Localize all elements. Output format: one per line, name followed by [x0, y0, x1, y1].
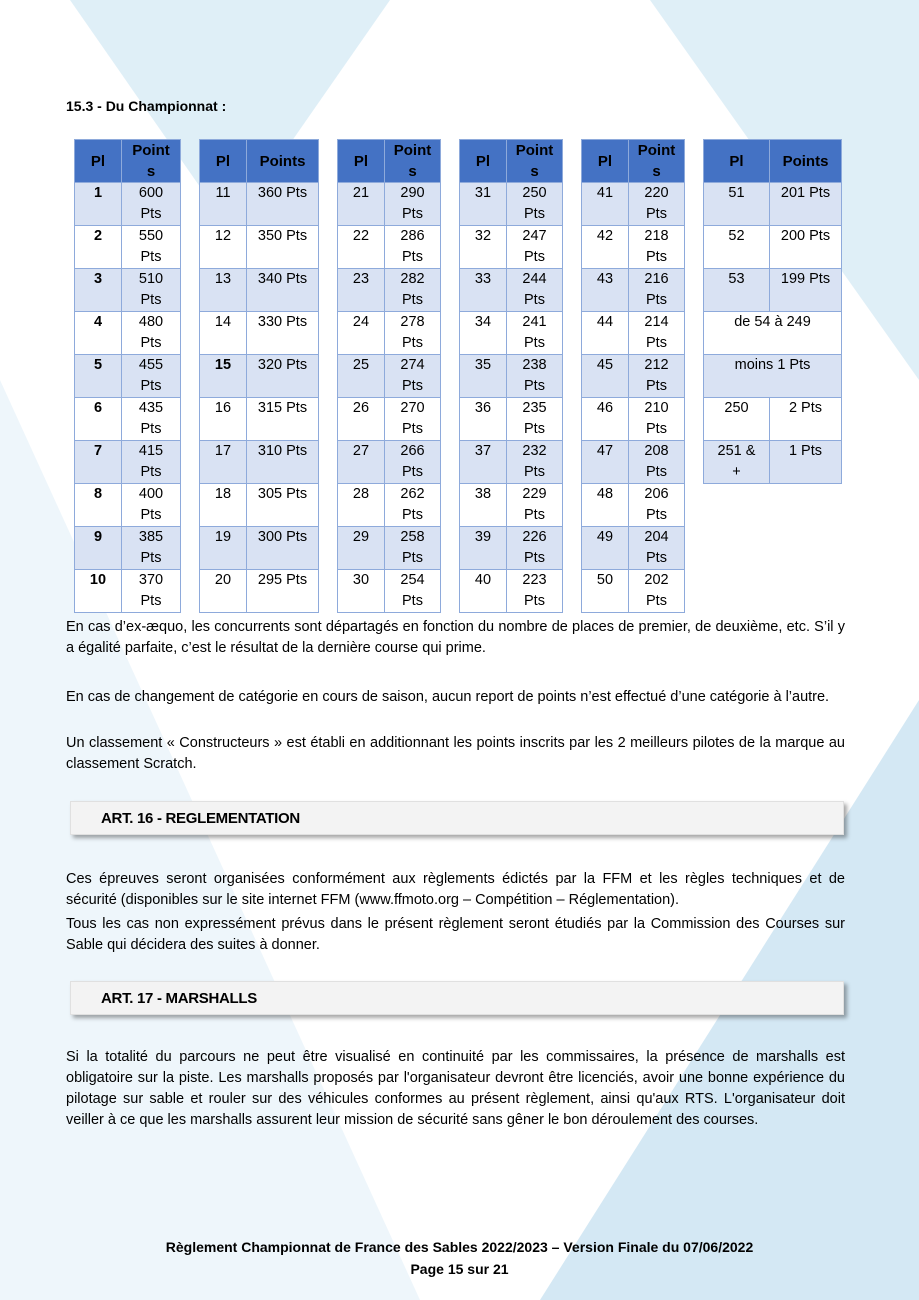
column-gap: [181, 269, 200, 312]
table-row: [75, 269, 842, 312]
table-cell-place: 27: [338, 441, 385, 484]
table-header-row: [75, 140, 842, 183]
paragraph-ex-aequo: En cas d’ex-æquo, les concurrents sont départagés en fonction du nombre de places de premier, de deuxième, etc. S’il y a égalité parfaite, c’est le résultat de la dernière course qui prime.: [66, 619, 845, 656]
table-cell-points: 2 Pts: [770, 398, 842, 441]
table-cell-place: 53: [704, 269, 770, 312]
table-cell-place: 17: [200, 441, 247, 484]
table-cell-place: 11: [200, 183, 247, 226]
table-cell-points: 282 Pts: [385, 269, 441, 312]
table-cell-points: 278 Pts: [385, 312, 441, 355]
table-cell-place: 29: [338, 527, 385, 570]
empty-cell: [704, 527, 842, 570]
table-cell-place: 45: [582, 355, 629, 398]
column-gap: [563, 183, 582, 226]
table-cell-place: 39: [460, 527, 507, 570]
table-cell-points: 201 Pts: [770, 183, 842, 226]
table-cell-points: 385 Pts: [122, 527, 181, 570]
table-cell-points: 220 Pts: [629, 183, 685, 226]
table-cell-place: 30: [338, 570, 385, 613]
column-gap: [319, 269, 338, 312]
column-gap: [319, 312, 338, 355]
table-cell-place: 7: [75, 441, 122, 484]
table-cell-place: 20: [200, 570, 247, 613]
column-gap: [319, 398, 338, 441]
paragraph-changement-categorie: En cas de changement de catégorie en cours de saison, aucun report de points n’est effectué d’une catégorie à l’autre.: [66, 689, 830, 705]
footer-page-number: Page 15 sur 21: [410, 1261, 509, 1277]
column-gap: [319, 527, 338, 570]
table-cell-place: 8: [75, 484, 122, 527]
table-cell-place: 49: [582, 527, 629, 570]
table-cell: de 54 à 249: [704, 312, 842, 355]
column-gap: [319, 484, 338, 527]
header-points: Points: [247, 140, 319, 183]
table-cell-points: 247 Pts: [507, 226, 563, 269]
column-gap: [319, 140, 338, 183]
table-row: [75, 355, 842, 398]
empty-cell: [704, 484, 842, 527]
table-cell-place: 51: [704, 183, 770, 226]
column-gap: [181, 527, 200, 570]
table-cell-points: 244 Pts: [507, 269, 563, 312]
table-cell-points: 270 Pts: [385, 398, 441, 441]
column-gap: [319, 570, 338, 613]
header-points: Point s: [629, 140, 685, 183]
table-cell-place: 33: [460, 269, 507, 312]
column-gap: [563, 398, 582, 441]
header-points: Point s: [507, 140, 563, 183]
column-gap: [441, 484, 460, 527]
column-gap: [685, 269, 704, 312]
column-gap: [181, 312, 200, 355]
column-gap: [685, 226, 704, 269]
table-cell-place: 52: [704, 226, 770, 269]
column-gap: [319, 226, 338, 269]
column-gap: [563, 312, 582, 355]
table-cell-place: 41: [582, 183, 629, 226]
article-17-title: ART. 17 - MARSHALLS: [101, 990, 257, 1007]
table-cell-points: 241 Pts: [507, 312, 563, 355]
table-cell-points: 550 Pts: [122, 226, 181, 269]
table-row: [75, 398, 842, 441]
column-gap: [441, 398, 460, 441]
table-cell-place: 5: [75, 355, 122, 398]
table-cell-points: 208 Pts: [629, 441, 685, 484]
column-gap: [181, 355, 200, 398]
column-gap: [181, 140, 200, 183]
table-cell-place: 9: [75, 527, 122, 570]
column-gap: [181, 398, 200, 441]
table-cell-place: 22: [338, 226, 385, 269]
paragraph-classement-constructeurs: Un classement « Constructeurs » est établi en additionnant les points inscrits par les 2 meilleurs pilotes de la marque au classement Scratch.: [66, 735, 845, 772]
table-cell-points: 274 Pts: [385, 355, 441, 398]
article-17-header: [70, 981, 844, 1015]
table-cell-points: 210 Pts: [629, 398, 685, 441]
table-cell-place: 10: [75, 570, 122, 613]
table-cell-place: 16: [200, 398, 247, 441]
table-cell-place: 24: [338, 312, 385, 355]
table-cell-place: 37: [460, 441, 507, 484]
column-gap: [441, 183, 460, 226]
table-row: [75, 312, 842, 355]
table-cell-points: 330 Pts: [247, 312, 319, 355]
table-row: [75, 570, 842, 613]
table-cell-points: 455 Pts: [122, 355, 181, 398]
table-cell-points: 206 Pts: [629, 484, 685, 527]
paragraph-reglementation: Ces épreuves seront organisées conformément aux règlements édictés par la FFM et les règles techniques et de sécurité (disponibles sur le site internet FFM (www.ffmoto.org – Compétition – Réglementation).: [66, 871, 845, 908]
table-cell-points: 258 Pts: [385, 527, 441, 570]
table-cell-place: 23: [338, 269, 385, 312]
table-cell-place: 36: [460, 398, 507, 441]
header-pl: Pl: [338, 140, 385, 183]
table-cell-place: 34: [460, 312, 507, 355]
table-cell-points: 238 Pts: [507, 355, 563, 398]
column-gap: [441, 570, 460, 613]
column-gap: [685, 398, 704, 441]
table-cell-points: 415 Pts: [122, 441, 181, 484]
column-gap: [319, 355, 338, 398]
column-gap: [441, 269, 460, 312]
table-cell-points: 510 Pts: [122, 269, 181, 312]
table-cell-points: 212 Pts: [629, 355, 685, 398]
article-16-title: ART. 16 - REGLEMENTATION: [101, 810, 300, 827]
column-gap: [685, 140, 704, 183]
column-gap: [685, 183, 704, 226]
column-gap: [441, 140, 460, 183]
section-title: 15.3 - Du Championnat :: [66, 98, 227, 114]
header-pl: Pl: [75, 140, 122, 183]
column-gap: [181, 484, 200, 527]
header-pl: Pl: [704, 140, 770, 183]
table-cell-points: 310 Pts: [247, 441, 319, 484]
table-cell-points: 305 Pts: [247, 484, 319, 527]
column-gap: [563, 269, 582, 312]
table-cell-place: 13: [200, 269, 247, 312]
table-cell-points: 235 Pts: [507, 398, 563, 441]
header-pl: Pl: [582, 140, 629, 183]
table-row: [75, 441, 842, 484]
table-cell-points: 202 Pts: [629, 570, 685, 613]
column-gap: [685, 441, 704, 484]
table-row: [75, 226, 842, 269]
table-cell-place: 40: [460, 570, 507, 613]
column-gap: [181, 570, 200, 613]
header-points: Points: [770, 140, 842, 183]
column-gap: [563, 226, 582, 269]
table-row: [75, 484, 842, 527]
column-gap: [319, 183, 338, 226]
column-gap: [181, 183, 200, 226]
table-row: [75, 527, 842, 570]
column-gap: [563, 441, 582, 484]
article-16-header: [70, 801, 844, 835]
column-gap: [441, 441, 460, 484]
column-gap: [441, 226, 460, 269]
table-cell-points: 290 Pts: [385, 183, 441, 226]
table-cell-points: 226 Pts: [507, 527, 563, 570]
table-cell-place: 1: [75, 183, 122, 226]
header-points: Point s: [385, 140, 441, 183]
table-cell-points: 216 Pts: [629, 269, 685, 312]
table-cell-place: 38: [460, 484, 507, 527]
table-cell-place: 42: [582, 226, 629, 269]
column-gap: [685, 570, 704, 613]
column-gap: [563, 484, 582, 527]
table-cell-points: 254 Pts: [385, 570, 441, 613]
table-cell-place: 50: [582, 570, 629, 613]
header-points: Point s: [122, 140, 181, 183]
table-cell-place: 14: [200, 312, 247, 355]
table-cell-place: 4: [75, 312, 122, 355]
table-cell-place: 12: [200, 226, 247, 269]
table-cell-place: 15: [200, 355, 247, 398]
table-cell-place: 31: [460, 183, 507, 226]
empty-cell: [704, 570, 842, 613]
table-cell-points: 320 Pts: [247, 355, 319, 398]
table-cell-points: 350 Pts: [247, 226, 319, 269]
table-cell-points: 370 Pts: [122, 570, 181, 613]
points-table: [74, 139, 842, 613]
table-cell-place: 2: [75, 226, 122, 269]
table-cell-points: 300 Pts: [247, 527, 319, 570]
column-gap: [441, 355, 460, 398]
footer-title: Règlement Championnat de France des Sables 2022/2023 – Version Finale du 07/06/2022: [165, 1239, 754, 1255]
table-cell-points: 214 Pts: [629, 312, 685, 355]
table-cell-place: 44: [582, 312, 629, 355]
table-cell-points: 360 Pts: [247, 183, 319, 226]
table-cell-points: 199 Pts: [770, 269, 842, 312]
table-cell-points: 266 Pts: [385, 441, 441, 484]
table-cell-place: 35: [460, 355, 507, 398]
table-cell-points: 229 Pts: [507, 484, 563, 527]
table-cell-points: 600 Pts: [122, 183, 181, 226]
column-gap: [685, 484, 704, 527]
header-pl: Pl: [460, 140, 507, 183]
table-cell-points: 250 Pts: [507, 183, 563, 226]
table-cell-points: 480 Pts: [122, 312, 181, 355]
table-cell-points: 262 Pts: [385, 484, 441, 527]
table-cell-place: 47: [582, 441, 629, 484]
table-cell-points: 1 Pts: [770, 441, 842, 484]
column-gap: [441, 527, 460, 570]
table-row: [75, 183, 842, 226]
table-cell-place: 48: [582, 484, 629, 527]
table-cell-place: 26: [338, 398, 385, 441]
table-cell-place: 43: [582, 269, 629, 312]
table-cell-place: 251 & +: [704, 441, 770, 484]
table-cell-place: 6: [75, 398, 122, 441]
column-gap: [685, 527, 704, 570]
column-gap: [441, 312, 460, 355]
table-cell-points: 218 Pts: [629, 226, 685, 269]
table-cell-place: 21: [338, 183, 385, 226]
table-cell-points: 286 Pts: [385, 226, 441, 269]
table-cell-place: 46: [582, 398, 629, 441]
table-cell-points: 435 Pts: [122, 398, 181, 441]
table-cell-points: 315 Pts: [247, 398, 319, 441]
column-gap: [181, 441, 200, 484]
table-cell-points: 295 Pts: [247, 570, 319, 613]
table-cell: moins 1 Pts: [704, 355, 842, 398]
table-cell-points: 200 Pts: [770, 226, 842, 269]
table-cell-place: 25: [338, 355, 385, 398]
column-gap: [563, 527, 582, 570]
table-cell-place: 28: [338, 484, 385, 527]
table-cell-place: 32: [460, 226, 507, 269]
paragraph-marshalls: Si la totalité du parcours ne peut être visualisé en continuité par les commissaires, la présence de marshalls est obligatoire sur la piste. Les marshalls proposés par l'organisateur devront être licenciés, avoir une bonne expérience du pilotage sur sable et rouler sur des véhicules conformes au présent règlement, ainsi qu'aux RTS. L'organisateur doit veiller à ce que les marshalls assurent leur mission de sécurité sans gêner le bon déroulement des courses.: [66, 1049, 845, 1128]
paragraph-cas-non-prevus: Tous les cas non expressément prévus dans le présent règlement seront étudiés par la Commission des Courses sur Sable qui décidera des suites à donner.: [66, 916, 845, 953]
column-gap: [563, 140, 582, 183]
column-gap: [181, 226, 200, 269]
table-cell-points: 204 Pts: [629, 527, 685, 570]
column-gap: [685, 312, 704, 355]
table-cell-place: 18: [200, 484, 247, 527]
column-gap: [563, 355, 582, 398]
table-cell-points: 223 Pts: [507, 570, 563, 613]
column-gap: [319, 441, 338, 484]
table-cell-place: 250: [704, 398, 770, 441]
table-cell-points: 340 Pts: [247, 269, 319, 312]
header-pl: Pl: [200, 140, 247, 183]
table-cell-place: 3: [75, 269, 122, 312]
table-cell-points: 232 Pts: [507, 441, 563, 484]
column-gap: [685, 355, 704, 398]
column-gap: [563, 570, 582, 613]
table-cell-place: 19: [200, 527, 247, 570]
table-cell-points: 400 Pts: [122, 484, 181, 527]
